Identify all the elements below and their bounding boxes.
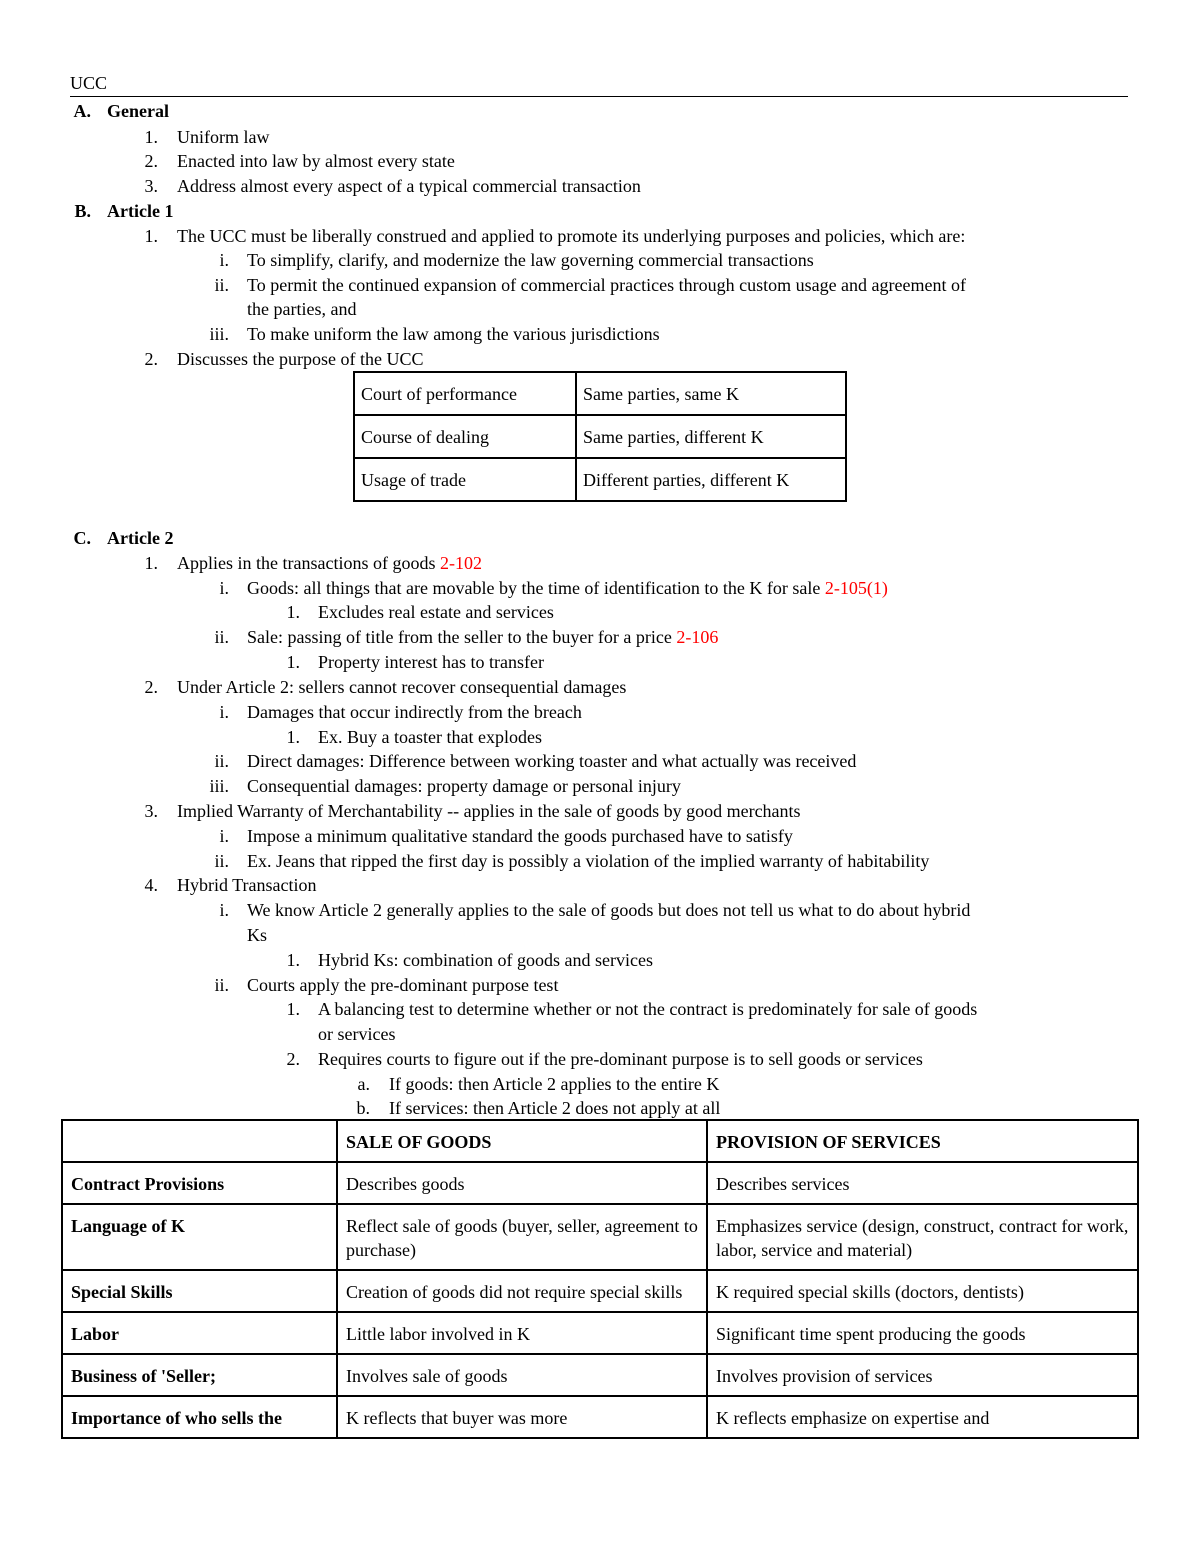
table-header-cell: SALE OF GOODS (337, 1120, 707, 1162)
list-item: Direct damages: Difference between working toaster and what actually was received (247, 751, 857, 771)
table-cell: Business of 'Seller; (62, 1354, 337, 1396)
ucc-section-ref: 2-106 (676, 627, 719, 647)
list-item (177, 552, 482, 574)
list-marker: i. (219, 250, 229, 270)
list-marker: a. (357, 1074, 370, 1094)
list-marker: 1. (286, 727, 300, 747)
table-header-cell: PROVISION OF SERVICES (707, 1120, 1138, 1162)
table-cell: Same parties, same K (576, 372, 846, 415)
list-marker: 2. (144, 349, 158, 369)
table-row (62, 1312, 1138, 1354)
table-cell: Usage of trade (354, 458, 576, 501)
ucc-section-ref: 2-105(1) (824, 578, 888, 598)
list-item: Courts apply the pre-dominant purpose test (247, 975, 559, 995)
list-marker: ii. (214, 627, 229, 647)
table-cell: K reflects that buyer was more (337, 1396, 707, 1438)
list-marker: 3. (144, 801, 158, 821)
table-cell: Labor (62, 1312, 337, 1354)
list-marker: 4. (144, 875, 158, 895)
list-marker: 1. (144, 127, 158, 147)
table-cell: Describes services (707, 1162, 1138, 1204)
list-item-text: Sale: passing of title from the seller to the buyer for a price (247, 627, 677, 647)
list-item: Address almost every aspect of a typical commercial transaction (177, 176, 641, 196)
list-item: Discusses the purpose of the UCC (177, 349, 424, 369)
list-marker: 2. (144, 677, 158, 697)
list-item: Damages that occur indirectly from the breach (247, 702, 582, 722)
table-row (62, 1162, 1138, 1204)
list-item: Implied Warranty of Merchantability -- applies in the sale of goods by good merchants (177, 801, 801, 821)
list-item (247, 577, 888, 599)
list-item: Ex. Jeans that ripped the first day is possibly a violation of the implied warranty of habitability (247, 851, 930, 871)
table-row (62, 1354, 1138, 1396)
list-item (247, 626, 718, 648)
list-item: Requires courts to figure out if the pre-dominant purpose is to sell goods or services (318, 1049, 923, 1069)
table-row (62, 1204, 1138, 1270)
list-marker: ii. (214, 851, 229, 871)
ucc-section-ref: 2-102 (439, 553, 482, 573)
list-marker: i. (219, 826, 229, 846)
list-marker: 2. (286, 1049, 300, 1069)
section-b-label: B. (74, 201, 91, 221)
table-cell: Same parties, different K (576, 415, 846, 458)
table-cell: Involves provision of services (707, 1354, 1138, 1396)
list-marker: 1. (144, 553, 158, 573)
table-row (354, 415, 846, 458)
list-item-continuation: or services (318, 1024, 396, 1044)
table-row (62, 1270, 1138, 1312)
table-header-cell (62, 1120, 337, 1162)
table-cell: Describes goods (337, 1162, 707, 1204)
table-cell: Court of performance (354, 372, 576, 415)
list-marker: ii. (214, 751, 229, 771)
list-item-continuation: the parties, and (247, 299, 357, 319)
title-rule (70, 96, 1128, 97)
list-marker: 1. (286, 652, 300, 672)
list-item-text: Goods: all things that are movable by the time of identification to the K for sale (247, 578, 825, 598)
table-cell: Importance of who sells the (62, 1396, 337, 1438)
list-marker: i. (219, 578, 229, 598)
table-cell: Special Skills (62, 1270, 337, 1312)
list-item: Under Article 2: sellers cannot recover consequential damages (177, 677, 627, 697)
table-cell: Little labor involved in K (337, 1312, 707, 1354)
table-header-row (62, 1120, 1138, 1162)
table-cell: K reflects emphasize on expertise and (707, 1396, 1138, 1438)
section-a-heading: General (107, 101, 169, 121)
table-cell: Emphasizes service (design, construct, contract for work, labor, service and material) (707, 1204, 1138, 1270)
table-cell: K required special skills (doctors, dentists) (707, 1270, 1138, 1312)
table-cell: Language of K (62, 1204, 337, 1270)
goods-vs-services-table (61, 1119, 1139, 1439)
section-b-heading: Article 1 (107, 201, 174, 221)
page-title: UCC (70, 73, 108, 93)
list-marker: 1. (286, 602, 300, 622)
list-marker: 3. (144, 176, 158, 196)
list-item: To permit the continued expansion of commercial practices through custom usage and agreement of (247, 275, 966, 295)
table-cell: Significant time spent producing the goods (707, 1312, 1138, 1354)
list-item: Excludes real estate and services (318, 602, 554, 622)
list-marker: ii. (214, 275, 229, 295)
list-marker: 2. (144, 151, 158, 171)
list-item-continuation: Ks (247, 925, 268, 945)
section-a-label: A. (73, 101, 91, 121)
list-item: If goods: then Article 2 applies to the entire K (389, 1074, 720, 1094)
list-item: To simplify, clarify, and modernize the law governing commercial transactions (247, 250, 814, 270)
list-item: Impose a minimum qualitative standard the goods purchased have to satisfy (247, 826, 793, 846)
table-row (354, 372, 846, 415)
list-item: Consequential damages: property damage or personal injury (247, 776, 681, 796)
list-marker: 1. (286, 999, 300, 1019)
list-item: Uniform law (177, 127, 270, 147)
list-item: To make uniform the law among the various jurisdictions (247, 324, 660, 344)
list-marker: i. (219, 702, 229, 722)
list-marker: b. (356, 1098, 370, 1118)
list-item: Property interest has to transfer (318, 652, 544, 672)
table-cell: Different parties, different K (576, 458, 846, 501)
list-item: A balancing test to determine whether or not the contract is predominately for sale of goods (318, 999, 978, 1019)
list-item: Enacted into law by almost every state (177, 151, 455, 171)
list-marker: 1. (144, 226, 158, 246)
section-c-label: C. (73, 528, 91, 548)
table-row (62, 1396, 1138, 1438)
list-item: We know Article 2 generally applies to the sale of goods but does not tell us what to do about hybrid (247, 900, 971, 920)
table-cell: Reflect sale of goods (buyer, seller, agreement to purchase) (337, 1204, 707, 1270)
table-cell: Contract Provisions (62, 1162, 337, 1204)
ucc-terms-table (353, 371, 847, 502)
list-item: Hybrid Ks: combination of goods and services (318, 950, 653, 970)
list-item: Hybrid Transaction (177, 875, 317, 895)
section-c-heading: Article 2 (107, 528, 174, 548)
list-marker: iii. (209, 776, 229, 796)
table-cell: Course of dealing (354, 415, 576, 458)
list-item: The UCC must be liberally construed and applied to promote its underlying purposes and policies, which are: (177, 226, 966, 246)
list-marker: i. (219, 900, 229, 920)
list-marker: iii. (209, 324, 229, 344)
list-item: If services: then Article 2 does not apply at all (389, 1098, 721, 1118)
list-item: Ex. Buy a toaster that explodes (318, 727, 542, 747)
table-cell: Involves sale of goods (337, 1354, 707, 1396)
list-marker: ii. (214, 975, 229, 995)
table-cell: Creation of goods did not require special skills (337, 1270, 707, 1312)
list-item-text: Applies in the transactions of goods (177, 553, 440, 573)
list-marker: 1. (286, 950, 300, 970)
table-row (354, 458, 846, 501)
